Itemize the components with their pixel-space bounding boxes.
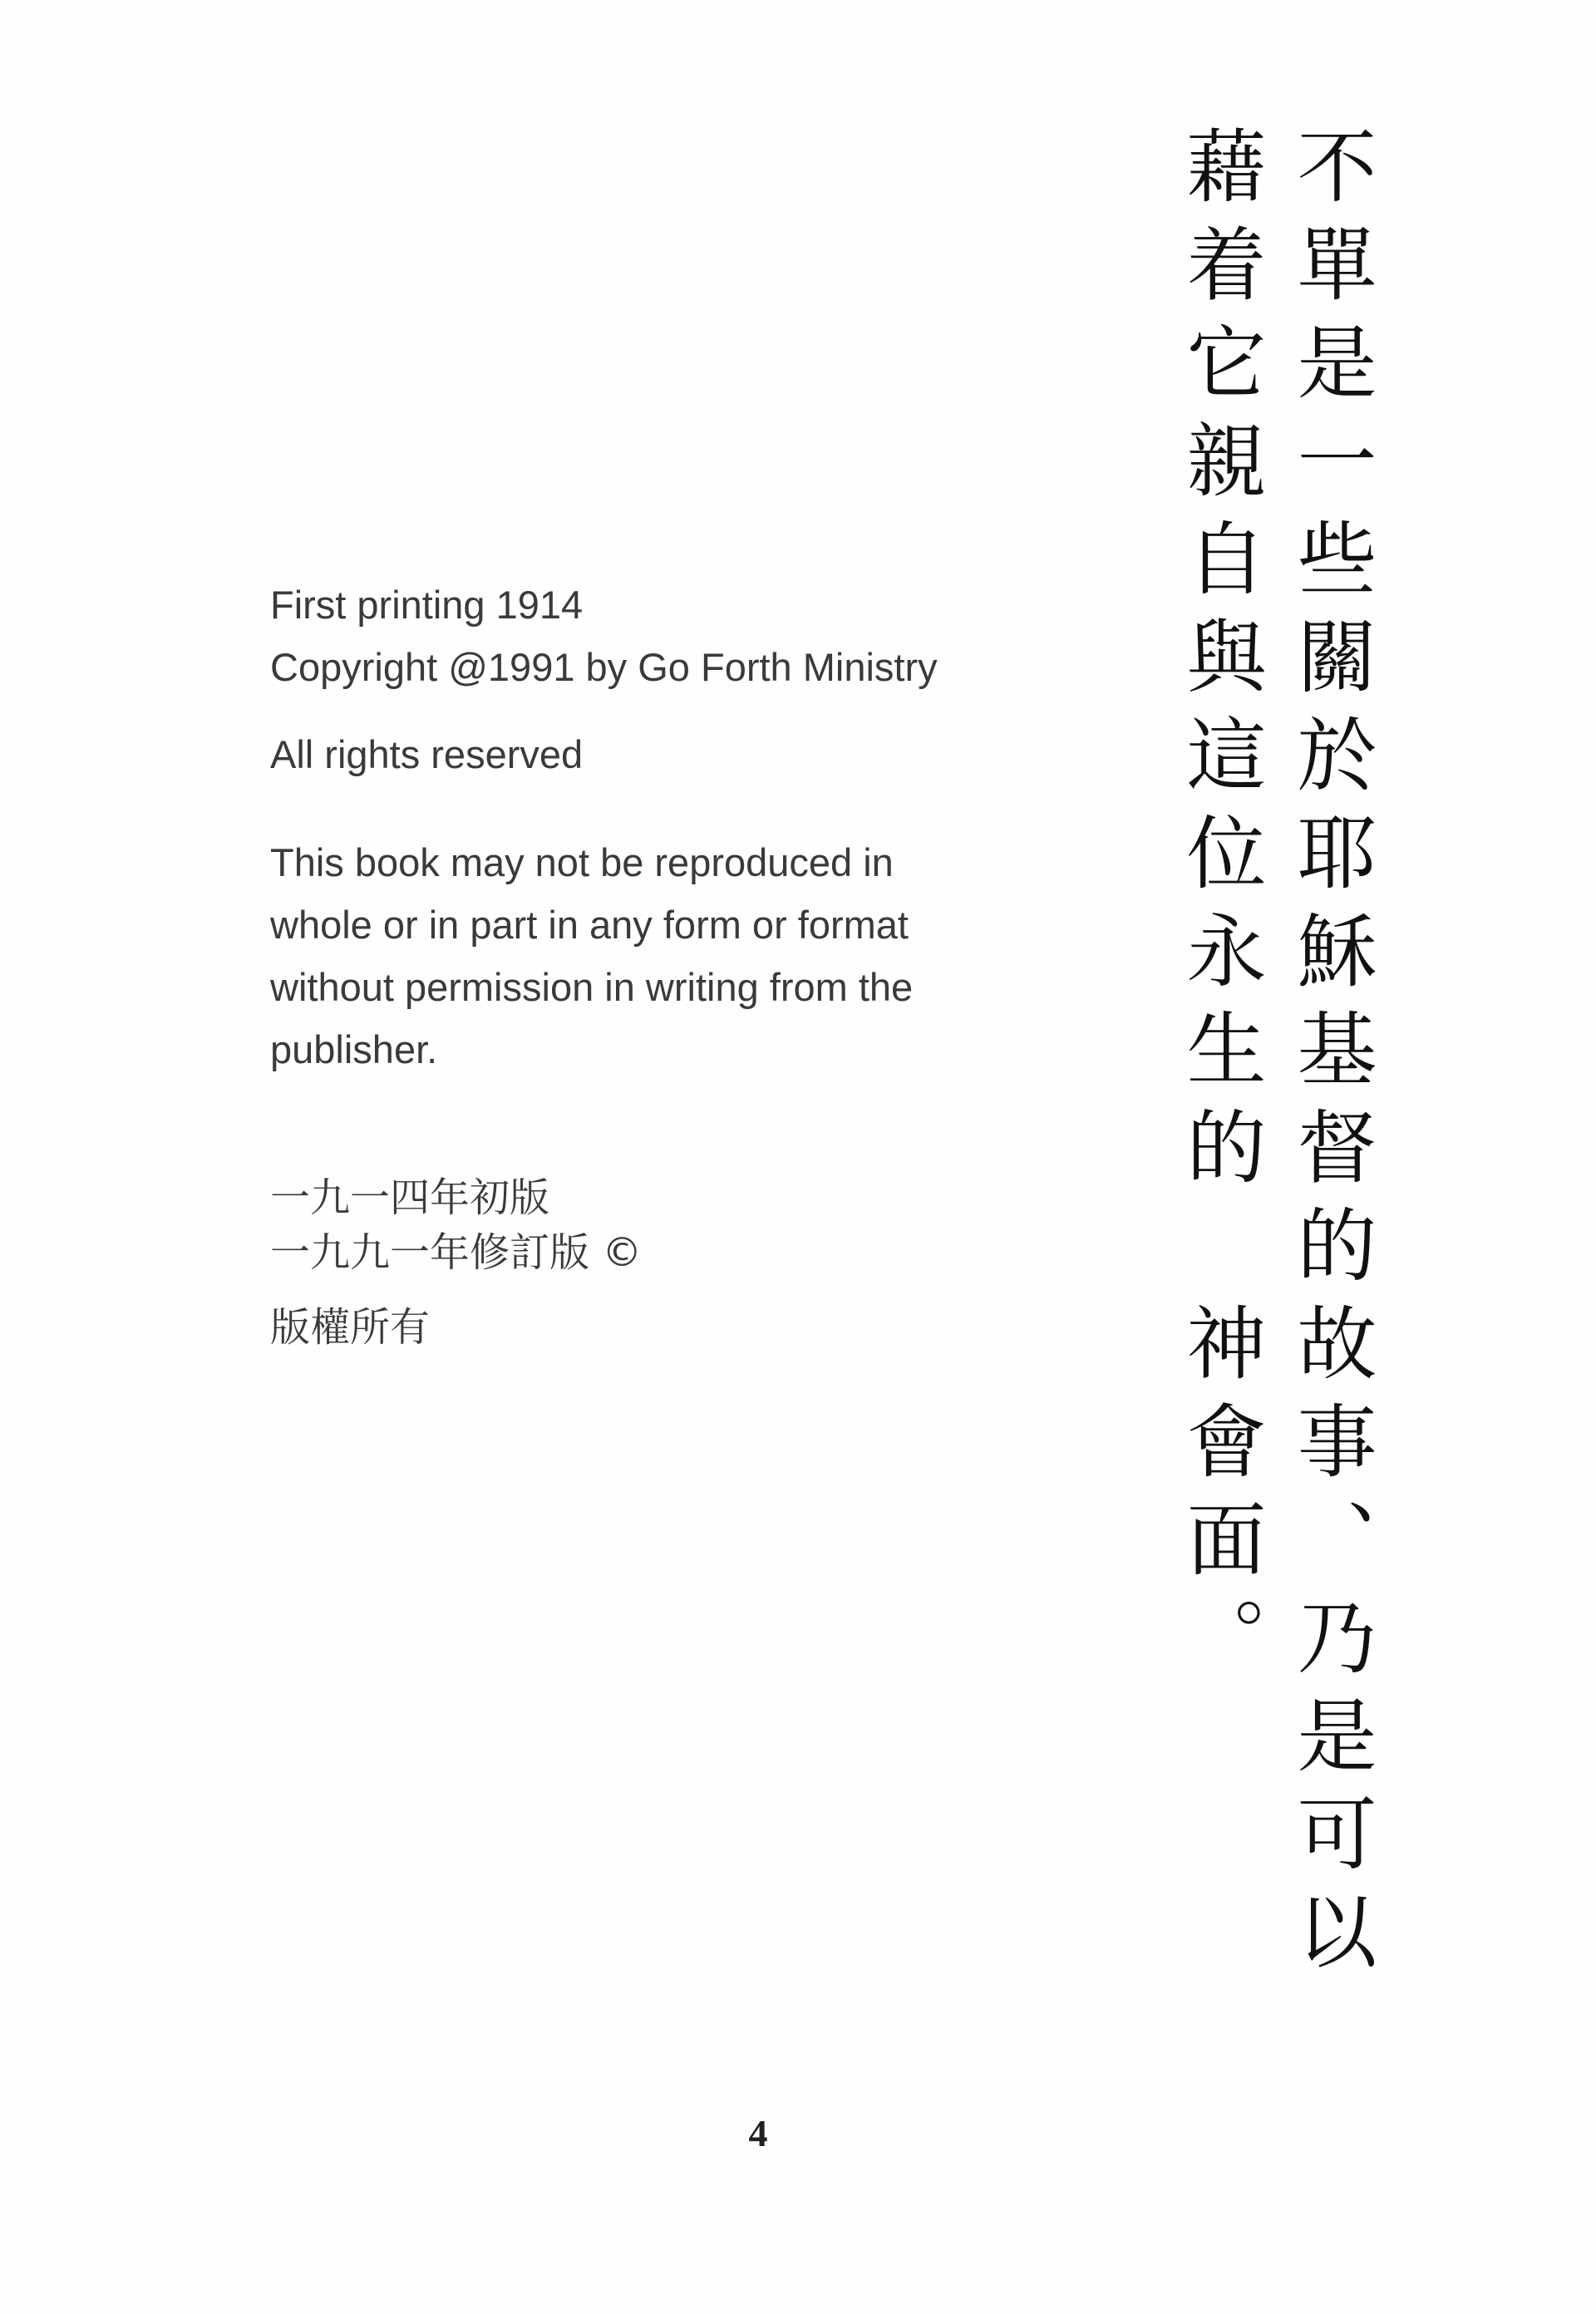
notice-line: without permission in writing from the: [270, 965, 914, 1009]
notice-line: whole or in part in any form or format: [270, 903, 909, 947]
rights-reserved-text: All rights reserved: [270, 732, 584, 776]
notice-line: This book may not be reproduced in: [270, 840, 894, 884]
calligraphy-column-left: 藉着它親自與這位永生的 神會面。: [1174, 125, 1267, 1694]
revised-edition-text: 一九九一年修訂版 ©: [270, 1229, 643, 1276]
page-number: 4: [748, 2112, 768, 2154]
first-edition-text: 一九一四年初版: [270, 1174, 550, 1221]
notice-line: publisher.: [270, 1027, 438, 1071]
calligraphy-column-right: 不單是一些關於耶穌基督的故事、乃是可以: [1284, 125, 1377, 1988]
copyright-line-text: Copyright @1991 by Go Forth Ministry: [270, 645, 938, 689]
english-copyright-notice: [270, 574, 1052, 1081]
first-printing-text: First printing 1914: [270, 583, 584, 627]
chinese-rights-text: 版權所有: [270, 1304, 431, 1351]
chinese-copyright-notice: [270, 1170, 642, 1355]
